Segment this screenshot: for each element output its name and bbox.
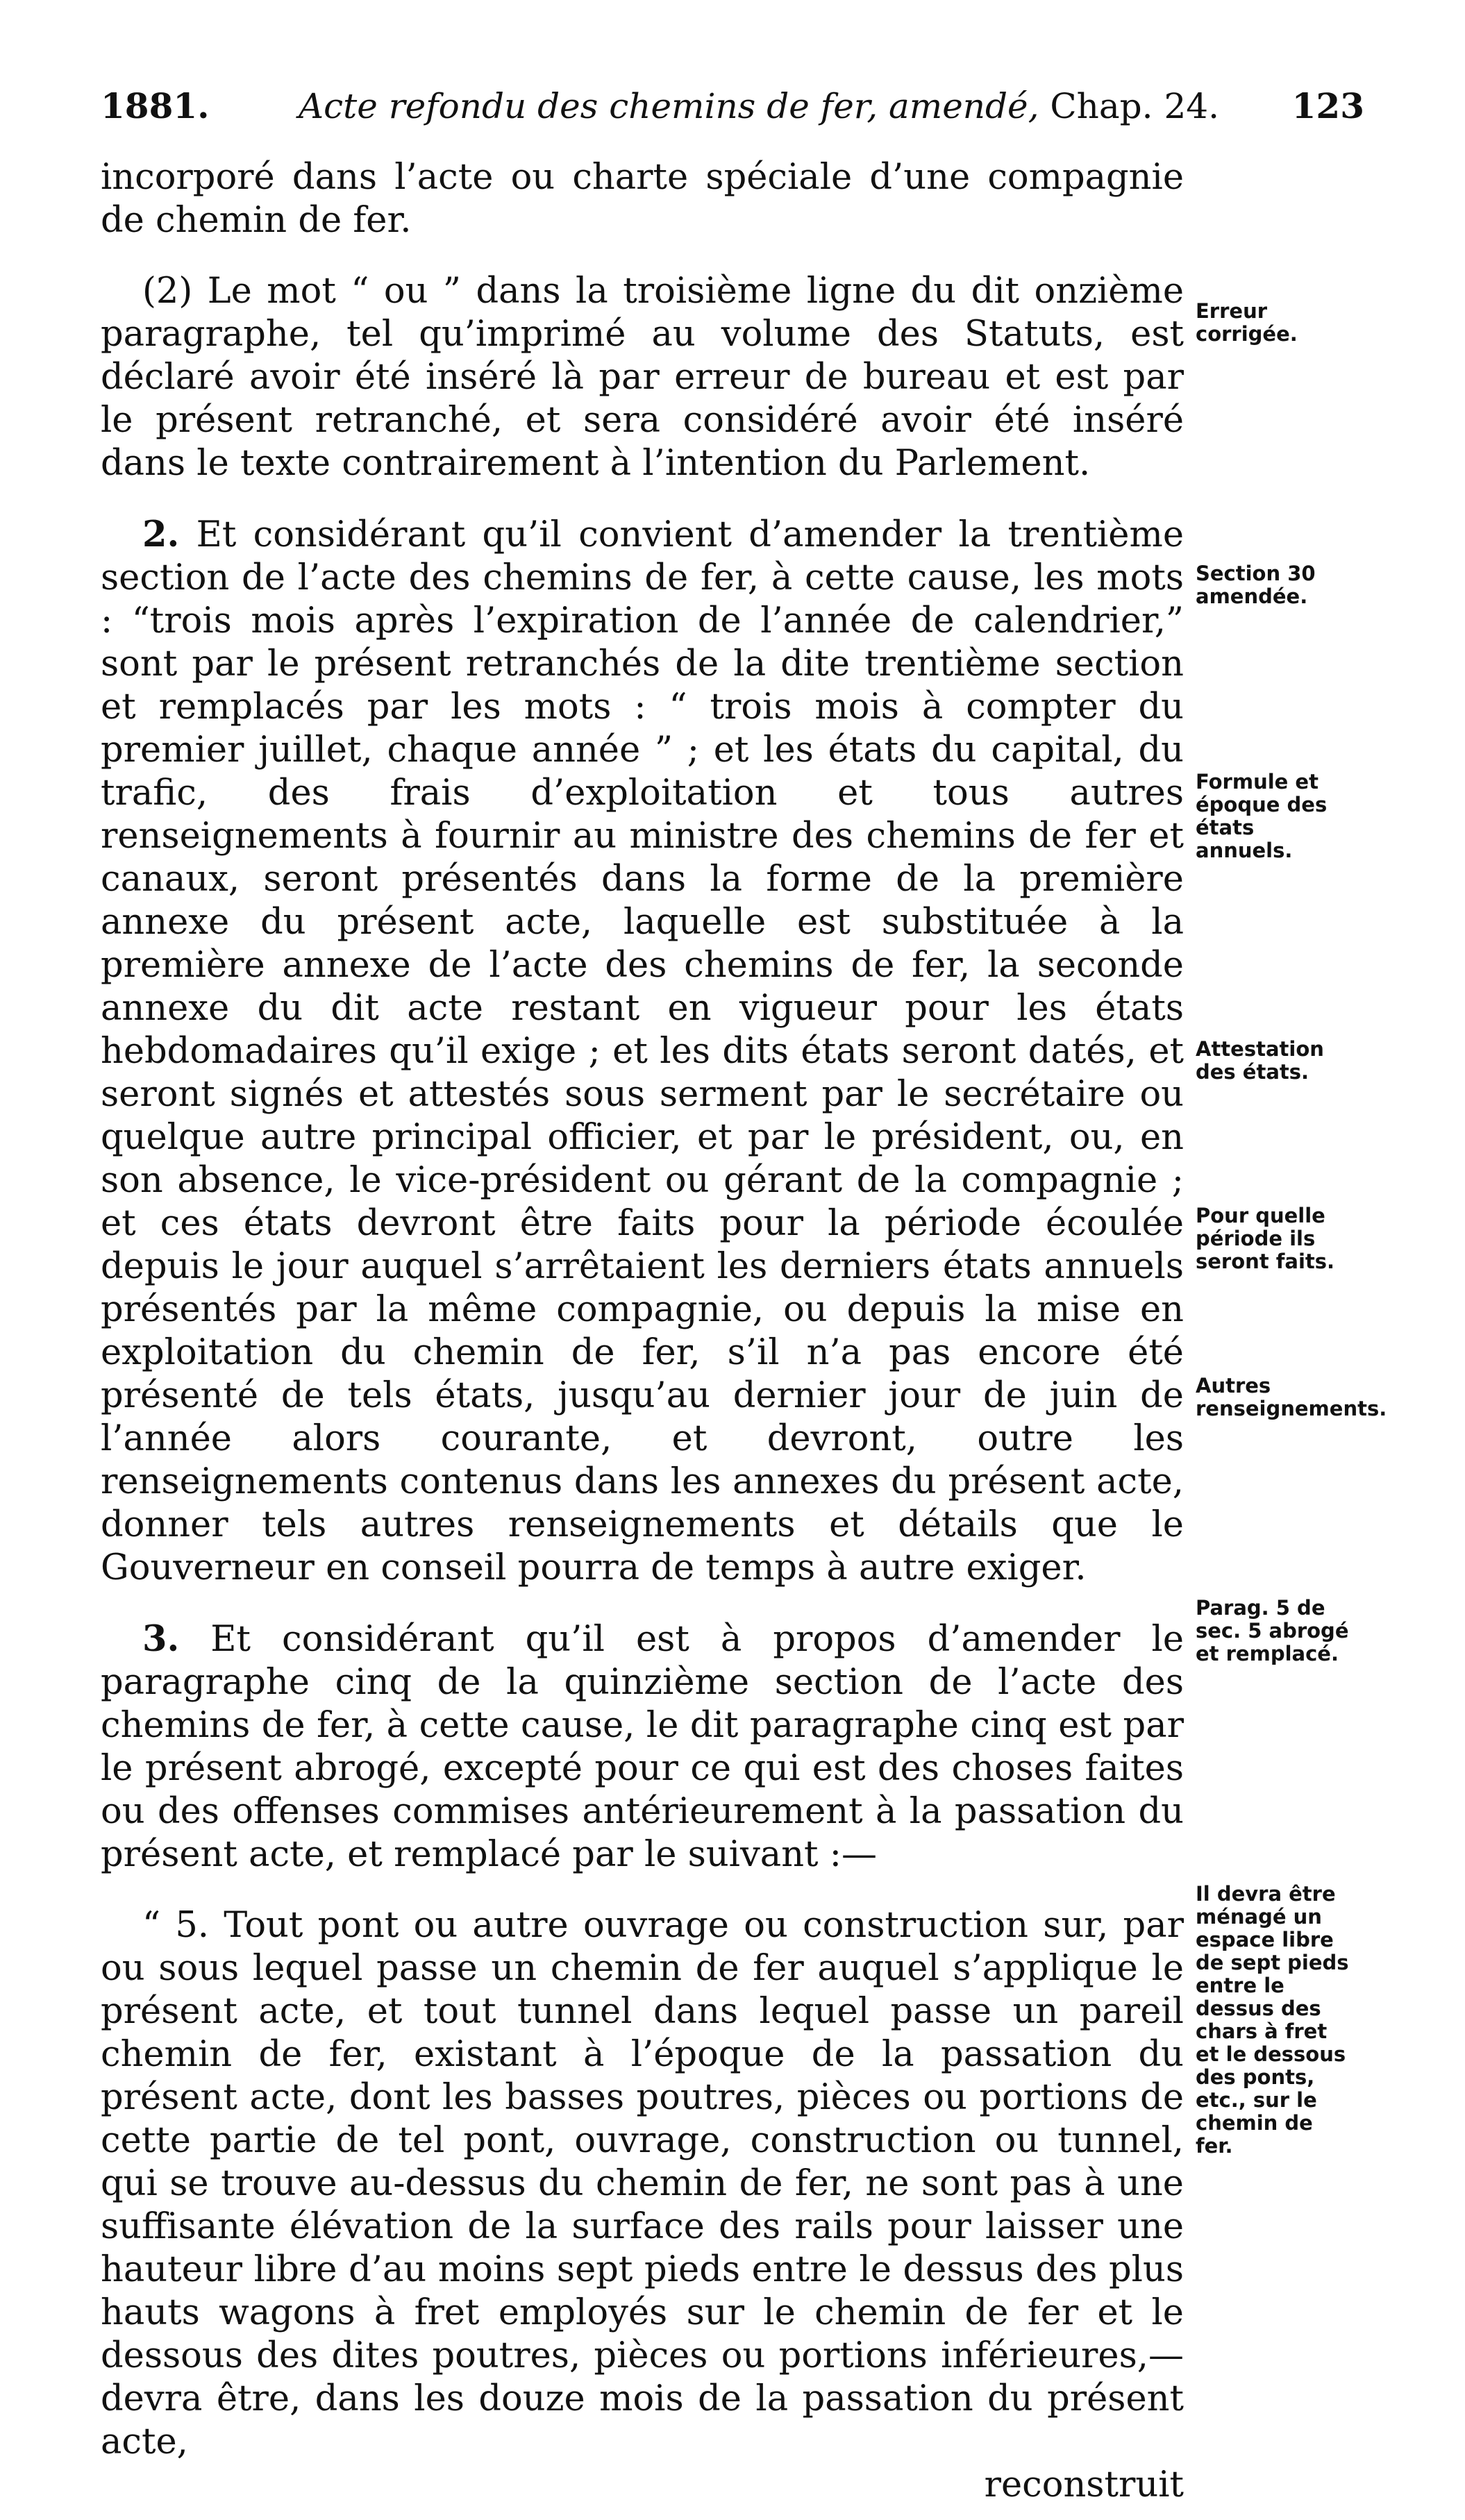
paragraph-continuation: incorporé dans l’acte ou charte spéciale d’une compagnie de chemin de fer. <box>101 157 1184 241</box>
paragraph-subsection-2: (2) Le mot “ ou ” dans la troisième ligne du dit onzième paragraphe, tel qu’imprimé au volume des Statuts, est déclaré avoir été inséré là par erreur de bureau et est par le présent retranché, et sera considéré avoir été inséré dans le texte contrairement à l’intention du Parlement. <box>101 271 1184 484</box>
margin-note-espace-libre: Il devra être ménagé un espace libre de sept pieds entre le dessus des chars à fret et le dessous des ponts, etc., sur le chemin de fer. <box>1196 1882 1349 2158</box>
section-number-2: 2. <box>142 514 180 555</box>
catchword: reconstruit <box>984 2464 1184 2505</box>
page-number: 123 <box>1291 85 1364 126</box>
paragraph-quoted-5: “ 5. Tout pont ou autre ouvrage ou construction sur, par ou sous lequel passe un chemin de fer auquel s’applique le présent acte, et tout tunnel dans lequel passe un pareil chemin de fer, existant à l’époque de la passation du présent acte, dont les basses poutres, pièces ou portions de cette partie de tel pont, ouvrage, construction ou tunnel, qui se trouve au-dessus du chemin de fer, ne sont pas à une suffisante élévation de la surface des rails pour laisser une hauteur libre d’au moins sept pieds entre le dessus des plus hauts wagons à fret employés sur le chemin de fer et le dessous des dites poutres, pièces ou portions inférieures,—devra être, dans les douze mois de la passation du présent acte, <box>101 1905 1184 2462</box>
section-3-text: Et considérant qu’il est à propos d’amender le paragraphe cinq de la quinzième section de l’acte des chemins de fer, à cette cause, le dit paragraphe cinq est par le présent abrogé, excepté pour ce qui est des choses faites ou des offenses commises antérieurement à la passation du présent acte, et remplacé par le suivant :— <box>101 1619 1184 1875</box>
margin-note-formule: Formule et époque des états annuels. <box>1196 770 1328 862</box>
paragraph-section-3 <box>101 1618 1184 1876</box>
margin-note-parag-5: Parag. 5 de sec. 5 abrogé et remplacé. <box>1196 1596 1349 1665</box>
margin-note-renseignements: Autres renseignements. <box>1196 1374 1387 1420</box>
running-header <box>101 82 1364 131</box>
section-2-text: Et considérant qu’il convient d’amender la trentième section de l’acte des chemins de fer, à cette cause, les mots : “trois mois après l’expiration de l’année de calendrier,” sont par le présent retranchés de la dite trentième section et remplacés par les mots : “ trois mois à compter du premier juillet, chaque année ” ; et les états du capital, du trafic, des frais d’exploitation et tous autres renseignements à fournir au ministre des chemins de fer et canaux, seront présentés dans la forme de la première annexe du présent acte, laquelle est substituée à la première annexe de l’acte des chemins de fer, la seconde annexe du dit acte restant en vigueur pour les états hebdomadaires qu’il exige ; et les dits états seront datés, et seront signés et attestés sous serment par le secrétaire ou quelque autre principal officier, et par le président, ou, en son absence, le vice-président ou gérant de la compagnie ; et ces états devront être faits pour la période écoulée depuis le jour auquel s’arrêtaient les derniers états annuels présentés par la même compagnie, ou depuis la mise en exploitation du chemin de fer, s’il n’a pas encore été présenté de tels états, jusqu’au dernier jour de juin de l’année alors courante, et devront, outre les renseignements contenus dans les annexes du présent acte, donner tels autres renseignements et détails que le Gouverneur en conseil pourra de temps à autre exiger. <box>101 514 1184 1588</box>
section-number-3: 3. <box>142 1618 180 1660</box>
margin-note-erreur: Erreur corrigée. <box>1196 299 1298 346</box>
header-chapter: Chap. 24. <box>1050 86 1219 126</box>
main-text <box>101 156 1184 2507</box>
paragraph-section-2 <box>101 513 1184 1590</box>
header-year: 1881. <box>101 85 210 126</box>
margin-note-attestation: Attestation des états. <box>1196 1037 1324 1084</box>
margin-note-section-30: Section 30 amendée. <box>1196 562 1316 608</box>
header-title <box>299 82 1219 131</box>
header-title-italic: Acte refondu des chemins de fer, amendé, <box>299 86 1039 126</box>
margin-note-periode: Pour quelle période ils seront faits. <box>1196 1204 1335 1273</box>
